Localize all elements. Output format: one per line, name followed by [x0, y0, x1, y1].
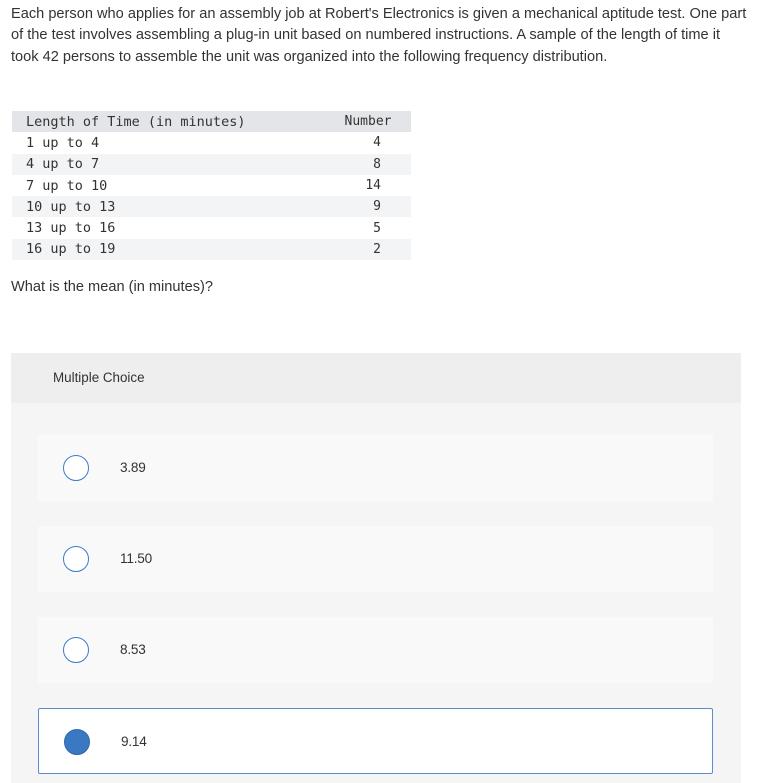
number-cell: 4: [373, 135, 381, 151]
question-stem: Each person who applies for an assembly job at Robert's Electronics is given a mechanical aptitude test. One part of the test involves assembling a plug-in unit based on numbered instructions. A sample of the length of time it took 42 persons to assemble the unit was organized into the following frequency distribution.: [11, 6, 747, 65]
time-cell: 10 up to 13: [26, 198, 116, 215]
column-header-time: Length of Time (in minutes): [26, 113, 246, 130]
answer-option-label: 9.14: [121, 734, 147, 749]
table-row: [12, 239, 411, 260]
question-prompt: What is the mean (in minutes)?: [11, 279, 213, 295]
time-cell: 7 up to 10: [26, 177, 108, 194]
time-cell: 1 up to 4: [26, 134, 100, 151]
multiple-choice-header: [11, 353, 741, 403]
answer-option-3[interactable]: [38, 617, 713, 683]
table-row: [12, 132, 411, 153]
number-cell: 14: [365, 178, 381, 194]
multiple-choice-label: Multiple Choice: [53, 370, 145, 385]
multiple-choice-panel: [11, 353, 741, 783]
number-cell: 9: [373, 199, 381, 215]
radio-button-icon[interactable]: [63, 455, 89, 481]
radio-button-selected-icon[interactable]: [64, 729, 90, 755]
table-row: [12, 217, 411, 238]
table-header-row: [12, 111, 411, 132]
radio-button-icon[interactable]: [63, 637, 89, 663]
number-cell: 2: [373, 241, 381, 257]
time-cell: 13 up to 16: [26, 220, 116, 237]
answer-option-label: 11.50: [120, 551, 153, 566]
time-cell: 16 up to 19: [26, 241, 116, 258]
table-row: [12, 175, 411, 196]
table-row: [12, 154, 411, 175]
column-header-number: Number: [344, 114, 392, 130]
number-cell: 5: [373, 220, 381, 236]
table-row: [12, 196, 411, 217]
frequency-table: [12, 111, 411, 260]
answer-option-1[interactable]: [38, 435, 713, 501]
answer-option-2[interactable]: [38, 526, 713, 592]
answer-option-label: 8.53: [120, 642, 146, 657]
time-cell: 4 up to 7: [26, 156, 100, 173]
radio-button-icon[interactable]: [63, 546, 89, 572]
answer-option-4[interactable]: [38, 708, 713, 774]
answer-option-label: 3.89: [120, 460, 146, 475]
number-cell: 8: [373, 156, 381, 172]
